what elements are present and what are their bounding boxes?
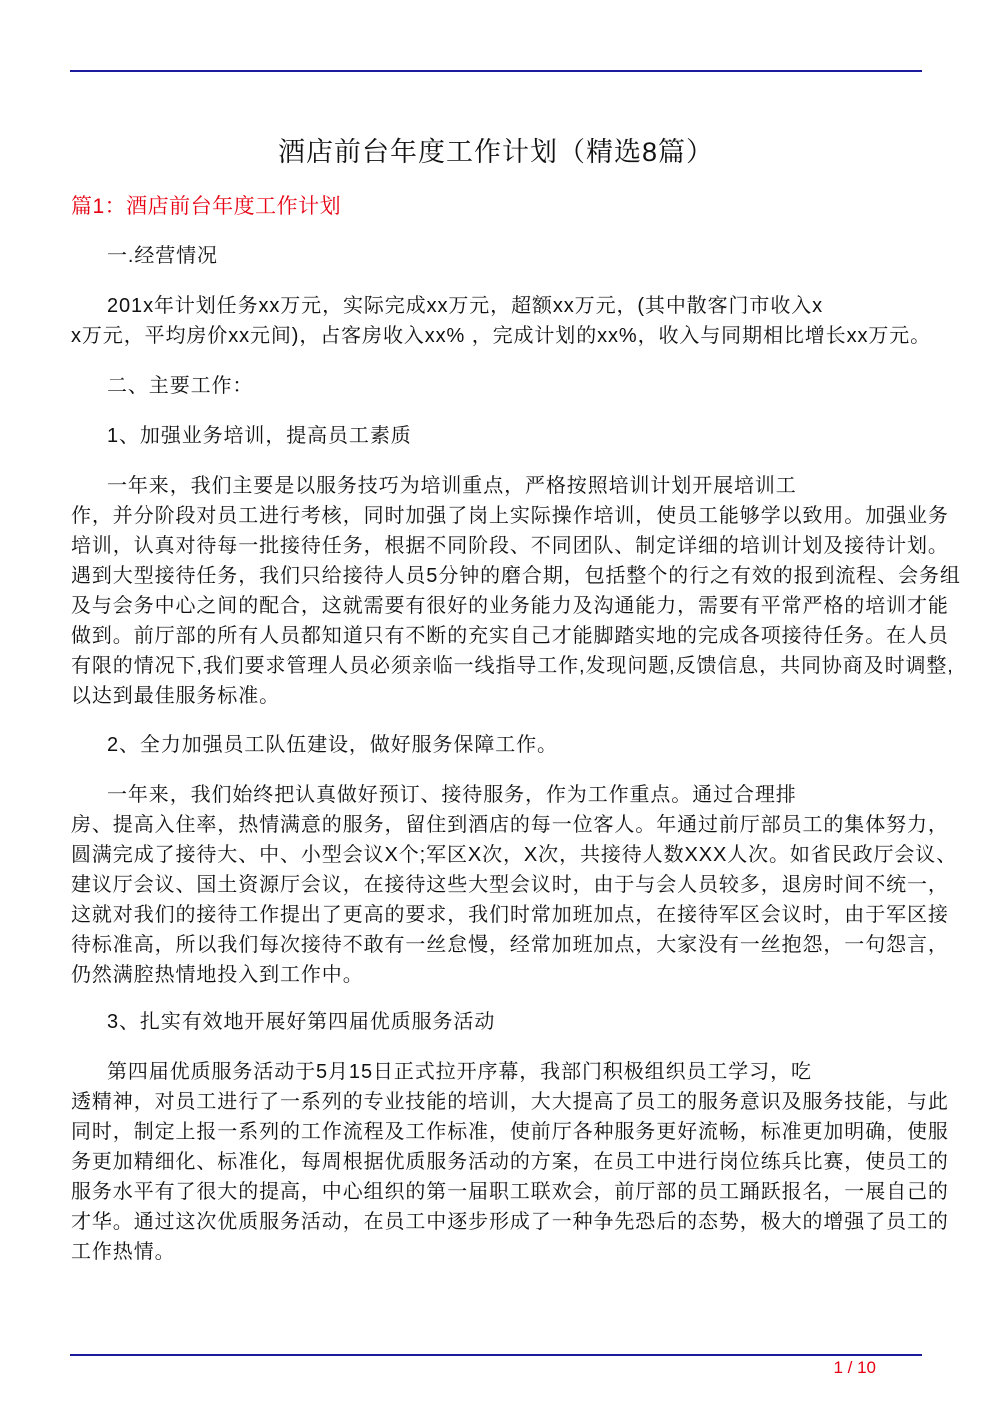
paragraph-team [71, 780, 958, 990]
header-rule [70, 70, 922, 72]
text-line: 才华。通过这次优质服务活动，在员工中逐步形成了一种争先恐后的态势，极大的增强了员工的 [71, 1211, 949, 1233]
text-line: 同时，制定上报一系列的工作流程及工作标准，使前厅各种服务更好流畅，标准更加明确，使服 [71, 1121, 949, 1143]
subheading-main-work [71, 371, 931, 401]
footer-rule [70, 1354, 922, 1356]
text-line: 第四届优质服务活动于5月15日正式拉开序幕，我部门积极组织员工学习，吃 [107, 1061, 812, 1083]
paragraph-quality-service [71, 1057, 949, 1267]
text-line: 圆满完成了接待大、中、小型会议X个;军区X次，X次，共接待人数XXX人次。如省民政厅会议、 [71, 844, 958, 866]
text-line: 以达到最佳服务标准。 [71, 685, 280, 707]
text-line: 房、提高入住率，热情满意的服务，留住到酒店的每一位客人。年通过前厅部员工的集体努力， [71, 814, 949, 836]
item-heading-1 [71, 421, 931, 451]
text-line: 有限的情况下,我们要求管理人员必须亲临一线指导工作,发现问题,反馈信息，共同协商及时调整, [71, 655, 954, 677]
text-line: 待标准高，所以我们每次接待不敢有一丝怠慢，经常加班加点，大家没有一丝抱怨，一句怨言， [71, 934, 949, 956]
subheading-operations [71, 241, 931, 271]
text-line: 一年来，我们始终把认真做好预订、接待服务，作为工作重点。通过合理排 [107, 784, 797, 806]
paragraph-training [71, 471, 961, 711]
page-number: 1 / 10 [833, 1358, 876, 1377]
text-line: 遇到大型接待任务，我们只给接待人员5分钟的磨合期，包括整个的行之有效的报到流程、会务组 [71, 565, 961, 587]
text-line: 服务水平有了很大的提高，中心组织的第一届职工联欢会，前厅部的员工踊跃报名，一展自己的 [71, 1181, 949, 1203]
text-line: 及与会务中心之间的配合，这就需要有很好的业务能力及沟通能力，需要有平常严格的培训才能 [71, 595, 949, 617]
text-line: 培训，认真对待每一批接待任务，根据不同阶段、不同团队、制定详细的培训计划及接待计划。 [71, 535, 949, 557]
paragraph-operations [71, 291, 931, 351]
text-line: 2、全力加强员工队伍建设，做好服务保障工作。 [107, 734, 558, 756]
text-line: 1、加强业务培训，提高员工素质 [107, 425, 412, 447]
text-line: 做到。前厅部的所有人员都知道只有不断的充实自己才能脚踏实地的完成各项接待任务。在人员 [71, 625, 949, 647]
text-line: 仍然满腔热情地投入到工作中。 [71, 964, 364, 986]
text-line: 201x年计划任务xx万元，实际完成xx万元，超额xx万元，(其中散客门市收入x [107, 295, 824, 317]
text-line: x万元，平均房价xx元间)，占客房收入xx% ，完成计划的xx%，收入与同期相比增长xx万元。 [71, 325, 932, 347]
text-line: 一年来，我们主要是以服务技巧为培训重点，严格按照培训计划开展培训工 [107, 475, 797, 497]
text-line: 工作热情。 [71, 1241, 176, 1263]
document-title: 酒店前台年度工作计划（精选8篇） [277, 137, 714, 167]
section-heading: 篇1：酒店前台年度工作计划 [71, 195, 342, 218]
text-line: 透精神，对员工进行了一系列的专业技能的培训，大大提高了员工的服务意识及服务技能，与此 [71, 1091, 949, 1113]
text-line: 二、主要工作： [107, 375, 254, 397]
text-line: 务更加精细化、标准化，每周根据优质服务活动的方案，在员工中进行岗位练兵比赛，使员工的 [71, 1151, 949, 1173]
item-heading-3 [71, 1007, 931, 1037]
text-line: 这就对我们的接待工作提出了更高的要求，我们时常加班加点，在接待军区会议时，由于军区接 [71, 904, 949, 926]
text-line: 作，并分阶段对员工进行考核，同时加强了岗上实际操作培训，使员工能够学以致用。加强业务 [71, 505, 949, 527]
text-line: 建议厅会议、国土资源厅会议，在接待这些大型会议时，由于与会人员较多，退房时间不统一， [71, 874, 949, 896]
text-line: 一.经营情况 [107, 245, 218, 267]
text-line: 3、扎实有效地开展好第四届优质服务活动 [107, 1011, 496, 1033]
item-heading-2 [71, 730, 931, 760]
